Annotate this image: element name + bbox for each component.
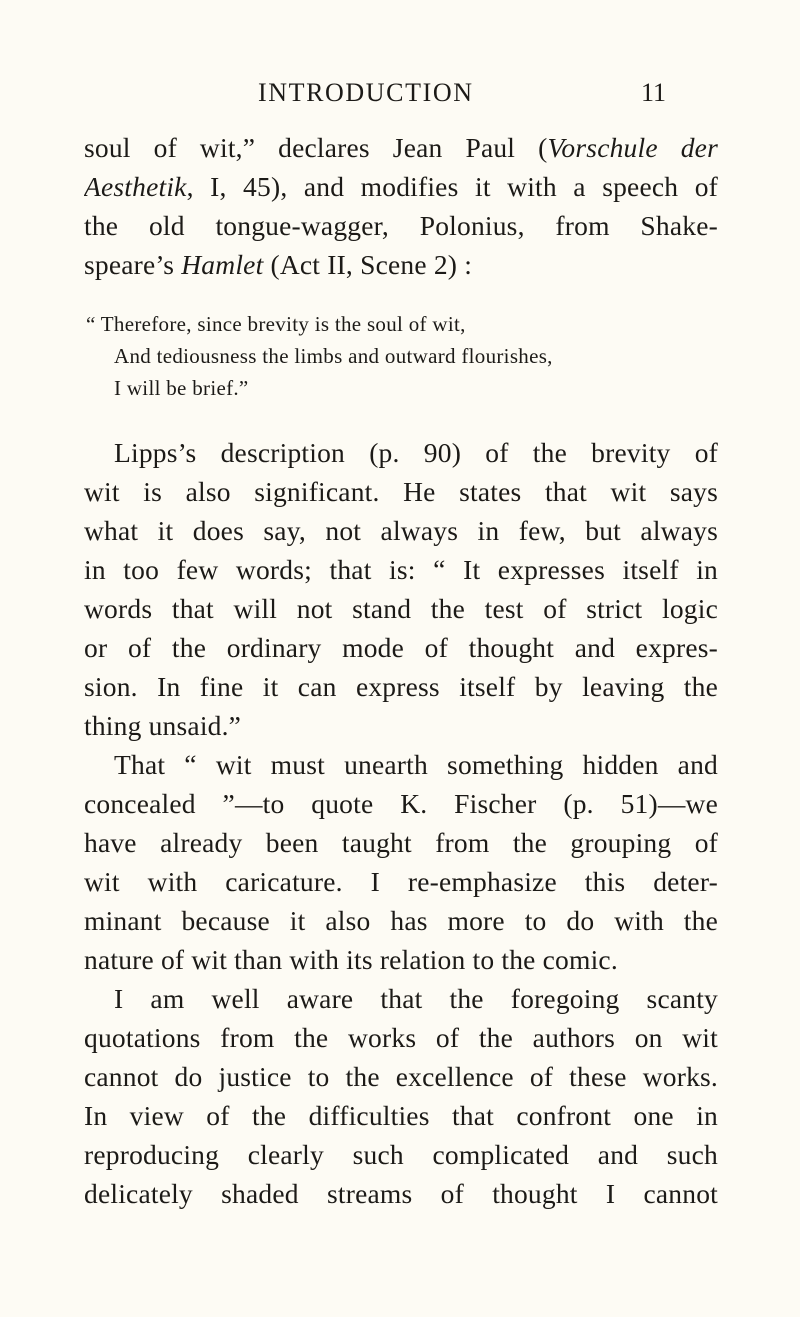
block-quote (84, 308, 718, 404)
paragraph-2 (84, 433, 718, 745)
body-text (84, 128, 718, 1213)
quote-line: “ Therefore, since brevity is the soul of wit, (86, 312, 466, 336)
text-line: words that will not stand the test of strict logic (84, 593, 718, 624)
text-line: wit is also significant. He states that wit says (84, 476, 718, 507)
text-line: what it does say, not always in few, but always (84, 515, 718, 546)
text-run: soul of wit,” declares Jean Paul (Vorschule der (84, 132, 718, 163)
text-line: delicately shaded streams of thought I cannot (84, 1178, 718, 1209)
paragraph-1 (84, 128, 718, 284)
text-line: nature of wit than with its relation to the comic. (84, 944, 618, 975)
text-line: or of the ordinary mode of thought and expres- (84, 632, 718, 663)
quote-line: I will be brief.” (114, 376, 249, 400)
paragraph-4 (84, 979, 718, 1213)
text-line: In view of the difficulties that confront one in (84, 1100, 718, 1131)
paragraph-3 (84, 745, 718, 979)
page-number: 11 (641, 78, 667, 107)
quote-line: And tediousness the limbs and outward flourishes, (114, 344, 553, 368)
text-line: in too few words; that is: “ It expresses itself in (84, 554, 718, 585)
text-line: have already been taught from the grouping of (84, 827, 718, 858)
italic-title: Vorschule der (547, 132, 718, 163)
italic-title: Aesthetik (84, 171, 187, 202)
text-line: thing unsaid.” (84, 710, 242, 741)
text-line: That “ wit must unearth something hidden and (114, 749, 718, 780)
text-run: Aesthetik, I, 45), and modifies it with a speech of (84, 171, 718, 202)
text-line: Lipps’s description (p. 90) of the brevity of (114, 437, 718, 468)
text-line: cannot do justice to the excellence of these works. (84, 1061, 718, 1092)
text-run: the old tongue-wagger, Polonius, from Shake- (84, 210, 718, 241)
text-line (84, 206, 718, 245)
text-line: reproducing clearly such complicated and such (84, 1139, 718, 1170)
text-line: minant because it also has more to do with the (84, 905, 718, 936)
text-line (84, 245, 718, 284)
text-line (84, 167, 718, 206)
page-header (0, 76, 800, 110)
text-run: speare’s Hamlet (Act II, Scene 2) : (84, 249, 473, 280)
text-line: concealed ”—to quote K. Fischer (p. 51)—we (84, 788, 718, 819)
text-line (84, 128, 718, 167)
text-line: quotations from the works of the authors on wit (84, 1022, 718, 1053)
text-line: I am well aware that the foregoing scanty (114, 983, 718, 1014)
text-line: sion. In fine it can express itself by leaving the (84, 671, 718, 702)
italic-title: Hamlet (181, 249, 264, 280)
text-line: wit with caricature. I re-emphasize this deter- (84, 866, 718, 897)
running-title: INTRODUCTION (258, 78, 474, 107)
